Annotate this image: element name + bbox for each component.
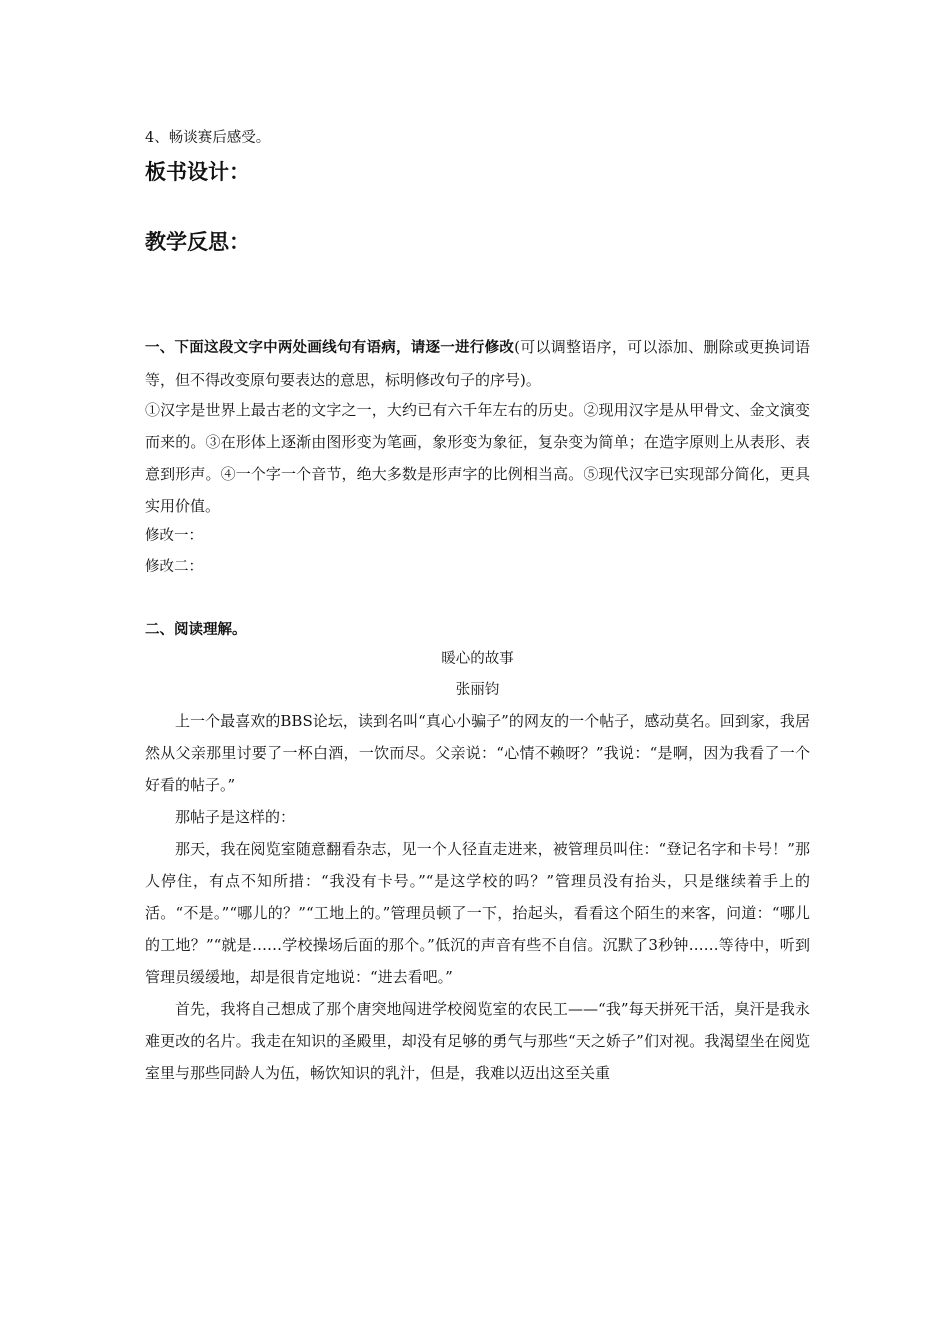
teaching-reflection-heading: 教学反思： — [145, 230, 250, 254]
question-1-note: (可以调整语序，可以添加、删除或更换词语等，但不得改变原句要表达的意思，标明修改句子的序号)。 — [145, 338, 811, 389]
document-content — [145, 124, 810, 1089]
story-paragraph: 那天，我在阅览室随意翻看杂志，见一个人径直走进来，被管理员叫住：“登记名字和卡号！”那人停住，有点不知所措：“我没有卡号。”“是这学校的吗？”管理员没有抬头，只是继续着手上的活。“不是。”“哪儿的？”“工地上的。”管理员顿了一下，抬起头，看看这个陌生的来客，问道：“哪儿的工地？”“就是……学校操场后面的那个。”低沉的声音有些不自信。沉默了3秒钟……等待中，听到管理员缓缓地，却是很肯定地说：“进去看吧。” — [145, 840, 810, 986]
question-1-instruction — [145, 331, 810, 396]
fix-one-label: 修改一： — [145, 528, 203, 544]
story-paragraph: 那帖子是这样的： — [175, 808, 296, 826]
board-design-heading: 板书设计： — [145, 160, 250, 184]
story-paragraph: 上一个最喜欢的BBS论坛，读到名叫“真心小骗子”的网友的一个帖子，感动莫名。回到家，我居然从父亲那里讨要了一杯白酒，一饮而尽。父亲说：“心情不赖呀？”我说：“是啊，因为我看了一个好看的帖子。” — [145, 712, 810, 794]
fix-two-label: 修改二： — [145, 559, 203, 575]
lesson-step-item: 4、畅谈赛后感受。 — [145, 130, 271, 146]
question-1-lead: 一、下面这段文字中两处画线句有语病，请逐一进行修改 — [145, 340, 515, 356]
story-paragraph: 首先，我将自己想成了那个唐突地闯进学校阅览室的农民工——“我”每天拼死干活，臭汗是我永难更改的名片。我走在知识的圣殿里，却没有足够的勇气与那些“天之娇子”们对视。我渴望坐在阅览室里与那些同龄人为伍，畅饮知识的乳汁，但是，我难以迈出这至关重 — [145, 1000, 810, 1082]
story-author: 张丽钧 — [455, 682, 500, 698]
story-title: 暖心的故事 — [441, 651, 514, 667]
question-2-heading: 二、阅读理解。 — [145, 622, 247, 638]
question-1-passage: ①汉字是世界上最古老的文字之一，大约已有六千年左右的历史。②现用汉字是从甲骨文、金文演变而来的。③在形体上逐渐由图形变为笔画，象形变为象征，复杂变为简单；在造字原则上从表形、表意到形声。④一个字一个音节，绝大多数是形声字的比例相当高。⑤现代汉字已实现部分简化，更具实用价值。 — [145, 401, 810, 515]
